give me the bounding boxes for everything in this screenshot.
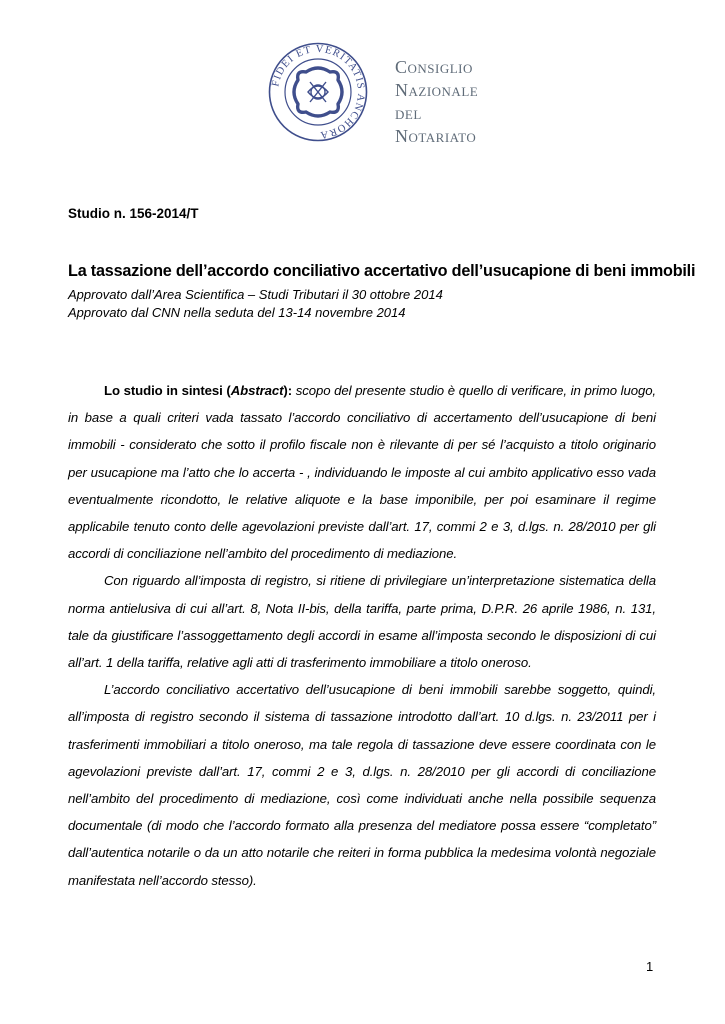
abstract-term: Abstract (230, 383, 284, 398)
page-number: 1 (646, 959, 654, 974)
seal-motto-text: FIDEI ET VERITATIS ANCHORA (270, 43, 367, 141)
org-line-4: Notariato (395, 126, 477, 146)
organization-name (395, 56, 478, 148)
document-title: La tassazione dell’accordo conciliativo accertativo dell’usucapione di beni immobili (68, 262, 696, 280)
org-line-3: del (395, 103, 422, 123)
paragraph-accordo: L’accordo conciliativo accertativo dell’usucapione di beni immobili sarebbe soggetto, quindi, all’imposta di registro secondo il sistema di tassazione introdotto dall’art. 10 d.lgs. n. 23/2011 per i trasferimenti immobiliari a titolo oneroso, ma tale regola di tassazione deve essere coordinata con le agevolazioni previste dall’art. 17, commi 2 e 3, d.lgs. n. 28/2010 per gli accordi di conciliazione nell’ambito del procedimento di mediazione, così come individuati anche nella possibile sequenza documentale (di modo che l’accordo formato alla presenza del mediatore possa essere “completato” dall’autentica notarile o da un atto notarile che reiteri in forma pubblica la medesima volontà negoziale manifestata nell’accordo stesso). (68, 682, 656, 888)
org-line-1: Consiglio (395, 57, 473, 77)
approval-note-scientific: Approvato dall’Area Scientifica – Studi Tributari il 30 ottobre 2014 (68, 287, 443, 302)
study-id: Studio n. 156-2014/T (68, 206, 199, 221)
notariato-seal-logo (268, 42, 368, 142)
document-body (68, 377, 656, 894)
paragraph-registro: Con riguardo all’imposta di registro, si ritiene di privilegiare un’interpretazione sistematica della norma antielusiva di cui all’art. 8, Nota II-bis, della tariffa, parte prima, D.P.R. 26 aprile 1986, n. 131, tale da giustificare l’assoggettamento degli accordi in esame all’imposta secondo le disposizioni di cui all’art. 1 della tariffa, relative agli atti di trasferimento immobiliare a titolo oneroso. (68, 573, 656, 671)
abstract-lead: Lo studio in sintesi (Abstract): (104, 383, 296, 398)
abstract-paragraph (68, 377, 656, 567)
approval-note-cnn: Approvato dal CNN nella seduta del 13-14 novembre 2014 (68, 305, 406, 320)
abstract-text: scopo del presente studio è quello di verificare, in primo luogo, in base a quali criteri vada tassato l’accordo conciliativo di accertamento dell’usucapione di beni immobili - considerato che sotto il profilo fiscale non è rilevante di per sé l’acquisto a titolo originario per usucapione ma l’atto che lo accerta - , individuando le imposte al cui ambito applicativo esso vada eventualmente ricondotto, le relative aliquote e la base imponibile, per poi esaminare il regime applicabile tenuto conto delle agevolazioni previste dall’art. 17, commi 2 e 3, d.lgs. n. 28/2010 per gli accordi di conciliazione nell’ambito del procedimento di mediazione. (68, 383, 656, 562)
org-line-2: Nazionale (395, 80, 479, 100)
